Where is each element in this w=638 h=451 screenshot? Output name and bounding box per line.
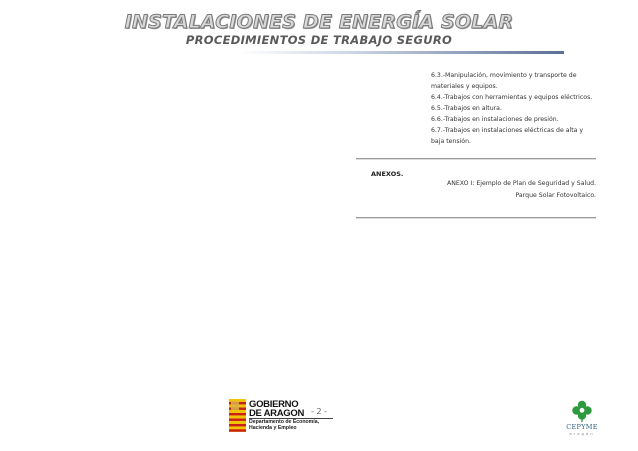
toc-line: 6.3.-Manipulación, movimiento y transporte de — [431, 72, 577, 79]
table-of-contents — [431, 70, 606, 147]
document-subtitle: PROCEDIMIENTOS DE TRABAJO SEGURO — [185, 33, 453, 47]
toc-line: materiales y equipos. — [431, 83, 498, 90]
header-divider — [236, 51, 564, 54]
toc-line: 6.5.-Trabajos en altura. — [431, 105, 502, 112]
anexo-entry: ANEXO I: Ejemplo de Plan de Seguridad y Salud. — [447, 180, 597, 187]
gov-logo-line: Departamento de Economía, — [249, 419, 320, 425]
section-divider — [356, 158, 596, 159]
cepyme-logo — [565, 400, 599, 436]
anexo-entry-continuation: Parque Solar Fotovoltaico. — [515, 192, 596, 199]
gov-logo-department — [249, 419, 319, 431]
cepyme-name: CEPYME — [566, 423, 598, 431]
toc-line: 6.7.-Trabajos en instalaciones eléctricas de alta y — [431, 127, 584, 134]
gov-logo-line: GOBIERNO — [249, 399, 299, 410]
section-divider — [356, 217, 596, 218]
cepyme-subtitle: aragón — [569, 431, 595, 436]
toc-line: baja tensión. — [431, 138, 471, 145]
toc-line: 6.4.-Trabajos con herramientas y equipos eléctricos. — [431, 94, 593, 101]
cepyme-clover-icon — [572, 400, 592, 422]
gov-logo-line: DE ARAGON — [249, 408, 305, 419]
document-title: INSTALACIONES DE ENERGÍA SOLAR — [124, 11, 514, 33]
toc-line: 6.6.-Trabajos en instalaciones de presión. — [431, 116, 559, 123]
page-number: - 2 - — [311, 407, 327, 416]
anexos-heading: ANEXOS. — [371, 170, 404, 178]
gov-logo-line: Hacienda y Empleo — [249, 425, 297, 431]
